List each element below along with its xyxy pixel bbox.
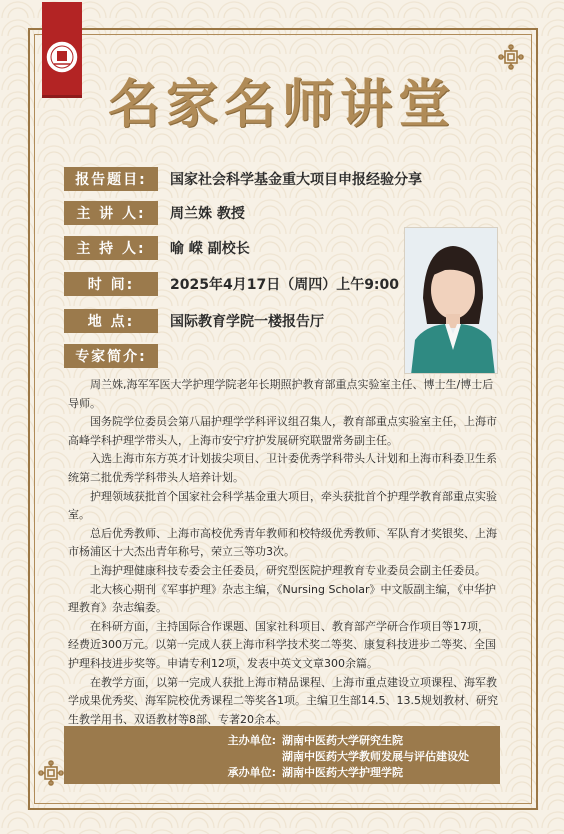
- chinese-knot-ornament-icon: [38, 760, 64, 786]
- info-row-bio-heading: [64, 344, 158, 368]
- info-value: 国家社会科学基金重大项目申报经验分享: [170, 172, 422, 188]
- portrait-icon: [405, 228, 498, 374]
- info-row-host: [64, 236, 250, 260]
- info-value: 喻 嵘 副校长: [170, 241, 250, 257]
- speaker-photo: [404, 227, 498, 374]
- bio-paragraph: 护理领域获批首个国家社会科学基金重大项目，牵头获批首个护理学教育部重点实验室。: [68, 489, 497, 522]
- bio-paragraph: 周兰姝,海军军医大学护理学院老年长期照护教育部重点实验室主任、博士生/博士后导师。: [68, 378, 494, 410]
- bio-paragraph: 北大核心期刊《军事护理》杂志主编，《Nursing Scholar》中文版副主编，《中华护理教育》杂志编委。: [68, 582, 497, 615]
- info-label: 主 讲 人:: [64, 201, 158, 225]
- bio-paragraph: 总后优秀教师、上海市高校优秀青年教师和校特级优秀教师、军队育才奖银奖、上海市杨浦区十大杰出青年称号，荣立三等功3次。: [68, 526, 497, 559]
- sponsor-label: [64, 748, 282, 764]
- page-title: 名家名师讲堂: [107, 74, 456, 135]
- sponsor-value: 湖南中医药大学护理学院: [282, 766, 403, 779]
- info-label: 主 持 人:: [64, 236, 158, 260]
- sponsor-row-organizer: [64, 764, 500, 780]
- sponsor-label: 主办单位:: [227, 734, 276, 747]
- bio-paragraph: 在教学方面，以第一完成人获批上海市精品课程、上海市重点建设立项课程、海军教学成果优秀奖、海军院校优秀课程二等奖各1项。主编卫生部14.5、13.5规划教材、研究生教学用书、双语教材等8部、专著20余本。: [68, 675, 498, 726]
- sponsor-row-cohost: [64, 748, 500, 764]
- info-label: 地 点:: [64, 309, 158, 333]
- sponsor-value: 湖南中医药大学研究生院: [282, 734, 403, 747]
- info-value: 周兰姝 教授: [170, 206, 245, 222]
- sponsor-row-host: [64, 732, 500, 748]
- info-label: 专家简介:: [64, 344, 158, 368]
- speaker-bio: [68, 376, 498, 729]
- sponsor-value: 湖南中医药大学教师发展与评估建设处: [282, 750, 469, 763]
- info-label: 时 间:: [64, 272, 158, 296]
- bio-paragraph: 上海护理健康科技专委会主任委员，研究型医院护理教育专业委员会副主任委员。: [90, 563, 486, 577]
- info-row-time: [64, 272, 399, 296]
- info-row-topic: [64, 167, 422, 191]
- info-row-location: [64, 309, 324, 333]
- bio-paragraph: 入选上海市东方英才计划拔尖项目、卫计委优秀学科带头人计划和上海市科委卫生系统第二批优秀学科带头人培养计划。: [68, 452, 497, 484]
- bio-paragraph: 在科研方面，主持国际合作课题、国家社科项目、教育部产学研合作项目等17项，经费近300万元。以第一完成人获上海市科学技术奖二等奖、康复科技进步二等奖、全国护理科技进步奖等。申请专利12项，发表中英文文章300余篇。: [68, 619, 496, 670]
- info-label: 报告题目:: [64, 167, 158, 191]
- sponsor-box: [64, 726, 500, 784]
- info-value: 2025年4月17日（周四）上午9:00: [170, 277, 400, 293]
- sponsor-label: 承办单位:: [227, 766, 276, 779]
- bio-paragraph: 国务院学位委员会第八届护理学学科评议组召集人，教育部重点实验室主任，上海市高峰学科护理学带头人，上海市安宁疗护发展研究联盟常务副主任。: [68, 415, 497, 447]
- info-row-speaker: [64, 201, 245, 225]
- info-value: 国际教育学院一楼报告厅: [170, 314, 324, 330]
